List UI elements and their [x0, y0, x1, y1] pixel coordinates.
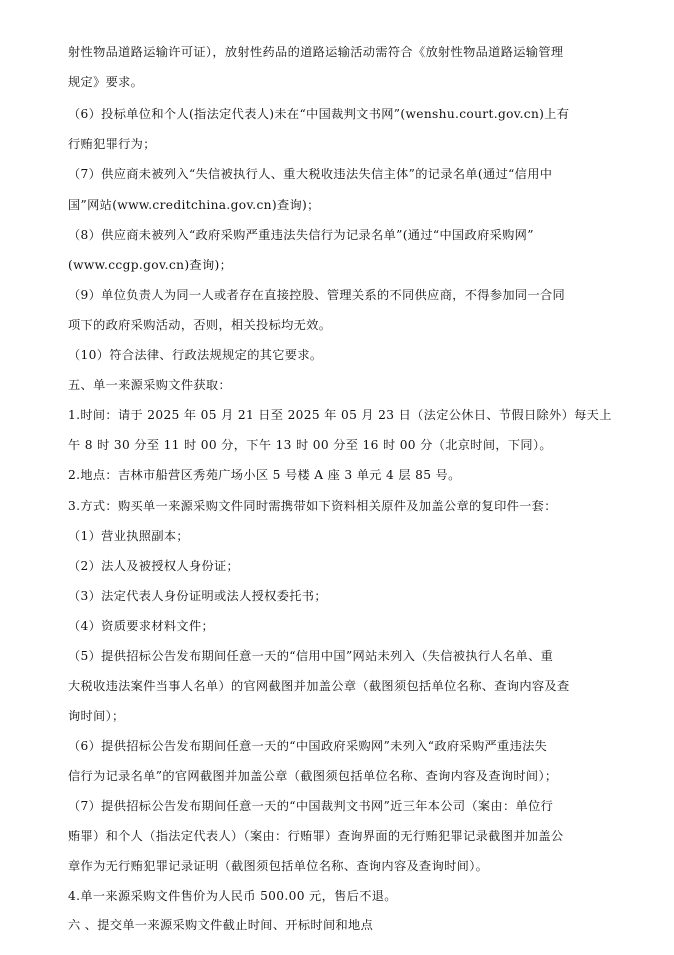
- text-line: 行贿犯罪行为；: [68, 137, 156, 151]
- text-line: （8）供应商未被列入“政府采购严重违法失信行为记录名单”(通过“中国政府采购网”: [68, 228, 534, 242]
- text-line: (www.ccgp.gov.cn)查询)；: [68, 258, 233, 272]
- text-line: 1.时间：请于 2025 年 05 月 21 日至 2025 年 05 月 23 日（法定公休日、节假日除外）每天上: [68, 408, 612, 422]
- text-line: 3.方式：购买单一来源采购文件同时需携带如下资料相关原件及加盖公章的复印件一套：: [68, 499, 557, 513]
- section-heading: 五、单一来源采购文件获取：: [68, 378, 231, 392]
- text-line: 章作为无行贿犯罪记录证明（截图须包括单位名称、查询内容及查询时间）。: [68, 859, 489, 873]
- text-line: 射性物品道路运输许可证），放射性药品的道路运输活动需符合《放射性物品道路运输管理: [68, 45, 564, 59]
- text-line: 规定》要求。: [68, 75, 144, 89]
- text-line: （6）提供招标公告发布期间任意一天的“中国政府采购网”未列入“政府采购严重违法失: [68, 739, 548, 753]
- text-line: （4）资质要求材料文件；: [68, 619, 215, 633]
- text-line: 午 8 时 30 分至 11 时 00 分，下午 13 时 00 分至 16 时 00 分（北京时间，下同）。: [68, 438, 552, 452]
- text-line: （6）投标单位和个人(指法定代表人)未在“中国裁判文书网”(wenshu.court.gov.cn)上有: [68, 107, 570, 121]
- text-line: （7）提供招标公告发布期间任意一天的“中国裁判文书网”近三年本公司（案由：单位行: [68, 799, 554, 813]
- section-heading: 六 、提交单一来源采购文件截止时间、开标时间和地点: [68, 918, 374, 932]
- text-line: 信行为记录名单”的官网截图并加盖公章（截图须包括单位名称、查询内容及查询时间）；: [68, 769, 558, 783]
- text-line: （3）法定代表人身份证明或法人授权委托书；: [68, 589, 327, 603]
- text-line: 4.单一来源采购文件售价为人民币 500.00 元，售后不退。: [68, 889, 397, 903]
- text-line: 询时间）；: [68, 709, 125, 723]
- text-line: （9）单位负责人为同一人或者存在直接控股、管理关系的不同供应商，不得参加同一合同: [68, 288, 566, 302]
- text-line: （2）法人及被授权人身份证；: [68, 559, 240, 573]
- text-line: 贿罪）和个人（指法定代表人）（案由：行贿罪）查询界面的无行贿犯罪记录截图并加盖公: [68, 829, 564, 843]
- text-line: 国”网站(www.creditchina.gov.cn)查询)；: [68, 198, 320, 212]
- text-line: 2.地点：吉林市船营区秀苑广场小区 5 号楼 A 座 3 单元 4 层 85 号。: [68, 468, 461, 482]
- text-line: （5）提供招标公告发布期间任意一天的“信用中国”网站未列入（失信被执行人名单、重: [68, 649, 554, 663]
- text-line: （1）营业执照副本；: [68, 529, 189, 543]
- text-line: 项下的政府采购活动，否则，相关投标均无效。: [68, 318, 332, 332]
- text-line: 大税收违法案件当事人名单）的官网截图并加盖公章（截图须包括单位名称、查询内容及查: [68, 679, 570, 693]
- text-line: （7）供应商未被列入“失信被执行人、重大税收违法失信主体”的记录名单(通过“信用中: [68, 167, 553, 181]
- text-line: （10）符合法律、行政法规规定的其它要求。: [68, 348, 323, 362]
